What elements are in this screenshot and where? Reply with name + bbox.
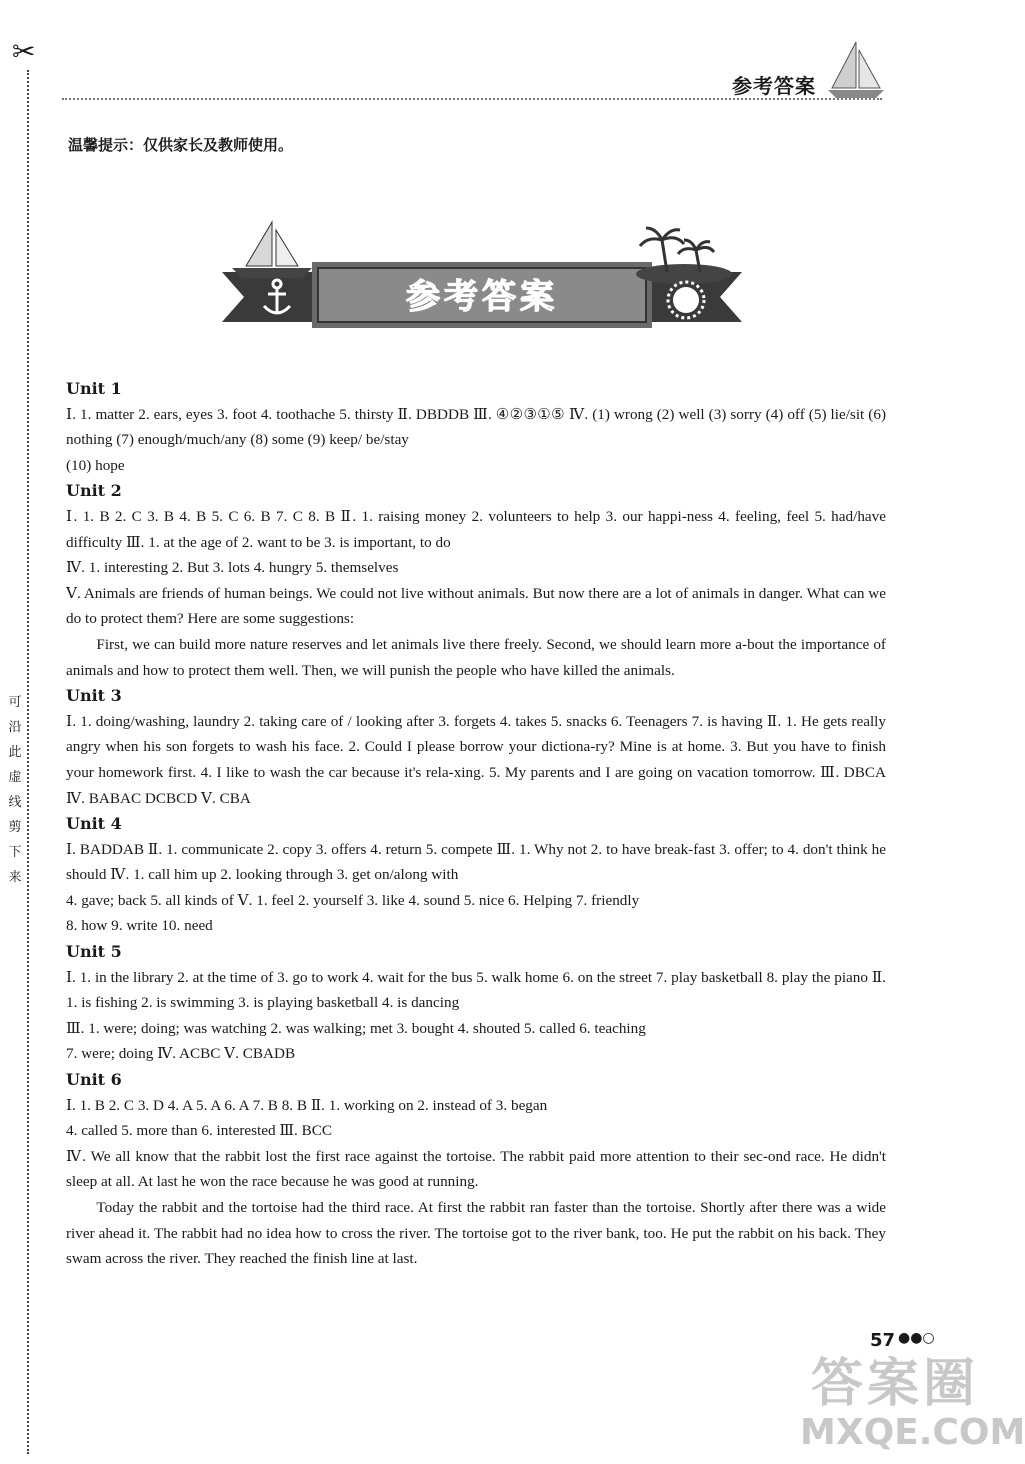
unit-section (66, 1067, 886, 1272)
answer-line: Ⅳ. We all know that the rabbit lost the first race against the tortoise. The rabbit paid more attention to their sec-ond race. He didn't sleep at all. At last he won the race because he was good at running. (66, 1147, 886, 1191)
cut-char: 线 (8, 795, 22, 810)
cut-line (27, 70, 29, 1454)
usage-tip: 温馨提示：仅供家长及教师使用。 (68, 136, 294, 154)
answer-line: 8. how 9. write 10. need (66, 917, 213, 935)
unit-section (66, 811, 886, 939)
answer-line: Ⅳ. 1. interesting 2. But 3. lots 4. hungry 5. themselves (66, 559, 399, 577)
cut-instruction (6, 690, 24, 890)
scissors-icon: ✂ (12, 35, 36, 68)
answer-line: Ⅲ. 1. were; doing; was watching 2. was walking; met 3. bought 4. shouted 5. called 6. teaching (66, 1019, 646, 1037)
answer-line: Ⅰ. BADDAB Ⅱ. 1. communicate 2. copy 3. offers 4. return 5. compete Ⅲ. 1. Why not 2. to have break-fast 3. offer; to 4. don't think he should Ⅳ. 1. call him up 2. looking through 3. get on/along with (66, 840, 886, 884)
essay-paragraph: First, we can build more nature reserves and let animals live there freely. Second, we should learn more a-bout the importance of animals and how to protect them well. Then, we will punish the people who have killed the animals. (66, 635, 886, 679)
watermark-url: MXQE.COM (800, 1412, 1025, 1453)
cut-char: 此 (8, 745, 22, 760)
header-title: 参考答案 (732, 74, 816, 98)
answer-line: Ⅰ. 1. doing/washing, laundry 2. taking care of / looking after 3. forgets 4. takes 5. snacks 6. Teenagers 7. is having Ⅱ. 1. He gets really angry when his son forgets to wash his face. 2. Could I please borrow your dictiona-ry? Mine is at home. 3. But you have to finish your homework first. 4. I like to wash the car because it's rela-xing. 5. My parents and I are going on vacation tomorrow. Ⅲ. DBCA Ⅳ. BABAC DCBCD Ⅴ. CBA (66, 712, 886, 807)
essay-paragraph: Today the rabbit and the tortoise had the third race. At first the rabbit ran faster than the tortoise. Shortly after there was a wide river ahead it. The rabbit had no idea how to cross the river. The tortoise got to the river bank, too. He put the rabbit on his back. They swam across the river. They reached the finish line at last. (66, 1199, 886, 1268)
answer-content (66, 376, 886, 1272)
cut-char: 剪 (8, 820, 22, 835)
page-number: 57 (870, 1330, 896, 1351)
answer-line: 4. called 5. more than 6. interested Ⅲ. BCC (66, 1122, 333, 1140)
unit-title: Unit 6 (66, 1070, 122, 1090)
cut-char: 来 (8, 870, 22, 885)
unit-title: Unit 1 (66, 379, 122, 398)
watermark-text: 答案圈 (810, 1354, 979, 1414)
unit-title: Unit 4 (66, 814, 122, 834)
cut-char: 可 (8, 695, 22, 710)
answer-line: Ⅰ. 1. B 2. C 3. D 4. A 5. A 6. A 7. B 8. B Ⅱ. 1. working on 2. instead of 3. began (66, 1096, 548, 1114)
watermark-logo (800, 1354, 1025, 1453)
header-divider (62, 98, 882, 100)
cut-char: 沿 (8, 720, 22, 735)
answer-line: Ⅴ. Animals are friends of human beings. We could not live without animals. But now there are a lot of animals in danger. What can we do to protect them? Here are some suggestions: (66, 584, 886, 628)
unit-section (66, 683, 886, 811)
palm-tree-icon (636, 228, 732, 284)
answer-banner (222, 222, 742, 352)
unit-title: Unit 3 (66, 686, 122, 706)
answer-line: 7. were; doing Ⅳ. ACBC Ⅴ. CBADB (66, 1045, 296, 1063)
unit-title: Unit 2 (66, 481, 122, 501)
sailboat-icon (826, 40, 886, 100)
answer-line: (10) hope (66, 456, 125, 474)
sailboat-icon (232, 222, 312, 278)
banner-title: 参考答案 (406, 277, 558, 317)
unit-title: Unit 5 (66, 942, 122, 962)
answer-line: 4. gave; back 5. all kinds of Ⅴ. 1. feel 2. yourself 3. like 4. sound 5. nice 6. Helping 7. friendly (66, 891, 640, 909)
page-dots: ●●○ (898, 1330, 935, 1346)
answer-line: Ⅰ. 1. in the library 2. at the time of 3. go to work 4. wait for the bus 5. walk home 6. on the street 7. play basketball 8. play the piano Ⅱ. 1. is fishing 2. is swimming 3. is playing basketball 4. is dancing (66, 968, 886, 1012)
cut-char: 虚 (8, 770, 22, 785)
answer-line: Ⅰ. 1. B 2. C 3. B 4. B 5. C 6. B 7. C 8. B Ⅱ. 1. raising money 2. volunteers to help 3. our happi-ness 4. feeling, feel 5. had/have difficulty Ⅲ. 1. at the age of 2. want to be 3. is important, to do (66, 507, 886, 551)
unit-section (66, 939, 886, 1067)
answer-line: Ⅰ. 1. matter 2. ears, eyes 3. foot 4. toothache 5. thirsty Ⅱ. DBDDB Ⅲ. ④②③①⑤ Ⅳ. (1) wrong (2) well (3) sorry (4) off (5) lie/sit (6) nothing (7) enough/much/any (8) some (9) keep/ be/stay (66, 405, 886, 449)
unit-section (66, 376, 886, 478)
cut-char: 下 (8, 845, 22, 860)
unit-section (66, 478, 886, 683)
